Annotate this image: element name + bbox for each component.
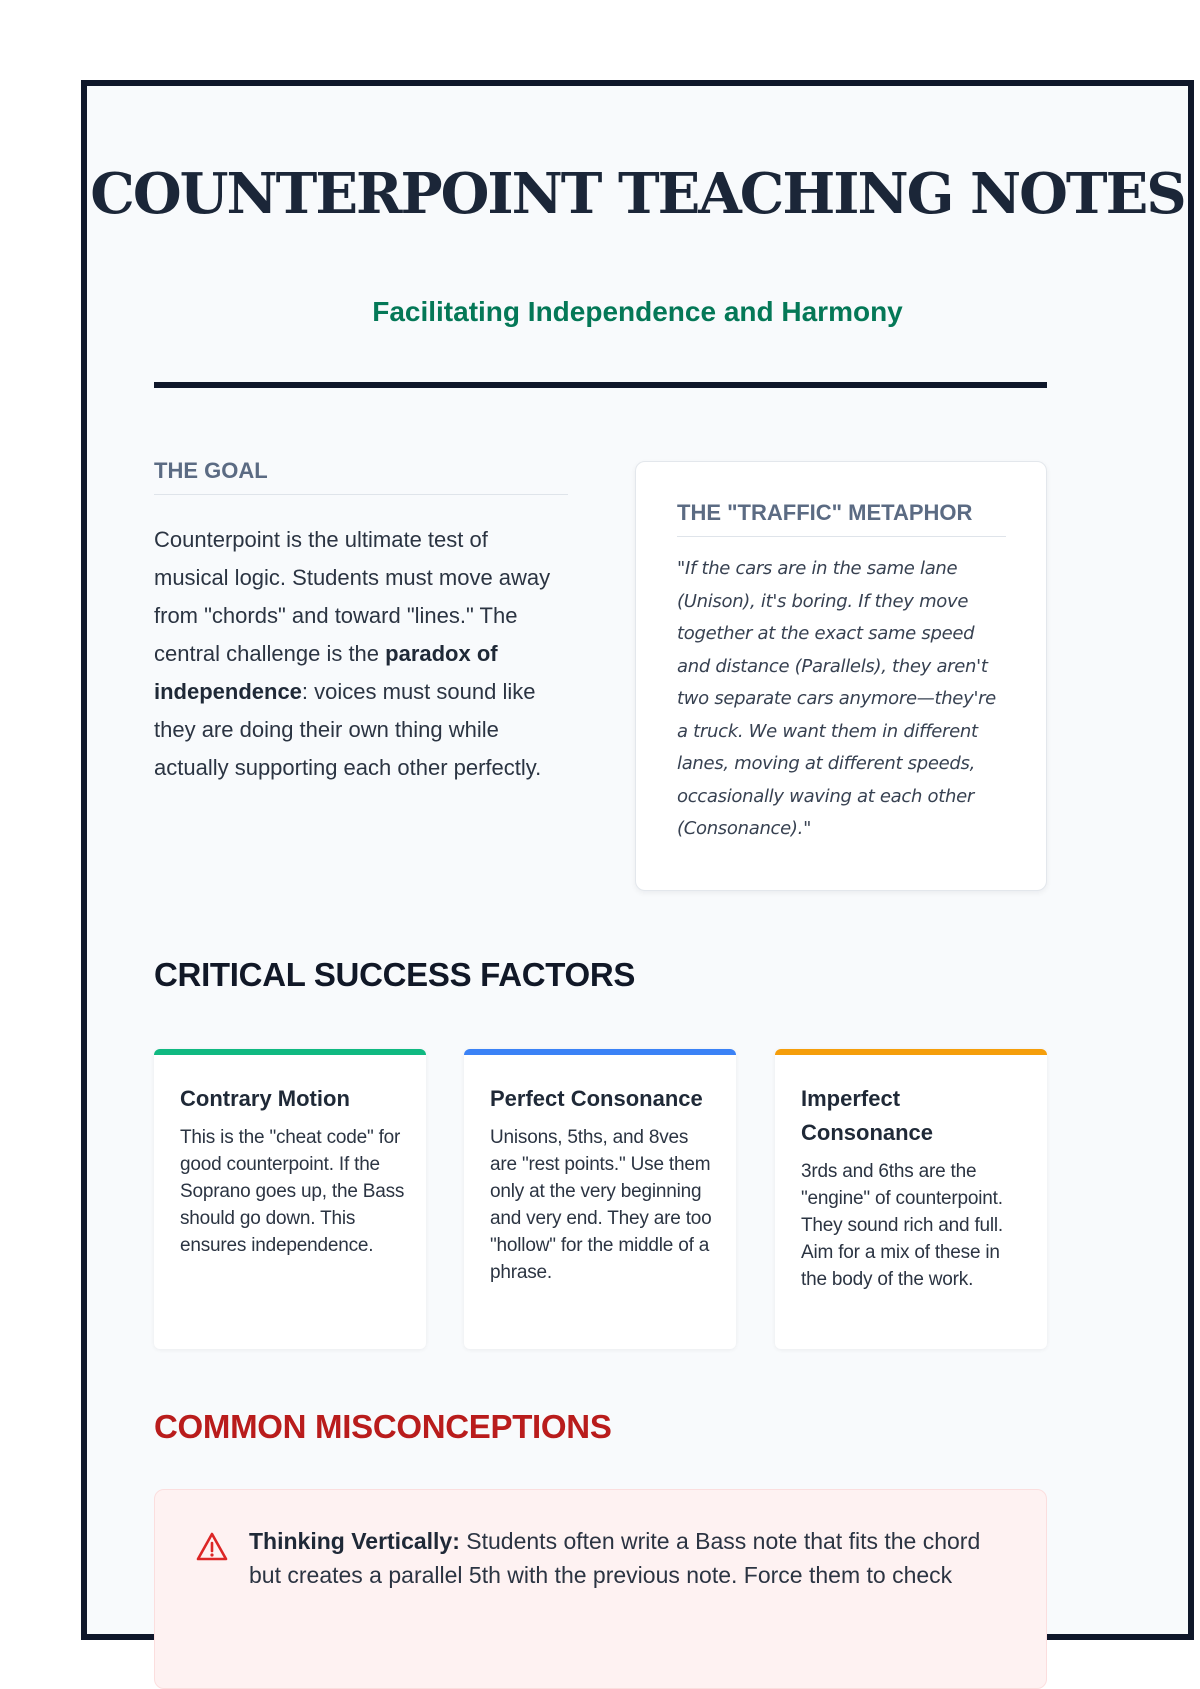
goal-text-intro: Counterpoint is the ultimate test of musical logic. Students must move away from "chords" and toward "lines." The central challenge is the	[154, 527, 551, 666]
factor-title: Contrary Motion	[180, 1086, 350, 1111]
misconception-label: Thinking Vertically:	[249, 1528, 460, 1554]
page-subtitle: Facilitating Independence and Harmony	[372, 296, 903, 327]
page-title: COUNTERPOINT TEACHING NOTES	[90, 161, 1185, 227]
factor-card-imperfect-consonance	[775, 1049, 1047, 1349]
factor-text: Unisons, 5ths, and 8ves are "rest points." Use them only at the very beginning and very end. They are too "hollow" for the middle of a phrase.	[490, 1127, 712, 1283]
traffic-metaphor-card	[635, 461, 1047, 891]
teaching-notes-page	[81, 80, 1194, 1640]
factor-title: Perfect Consonance	[490, 1086, 703, 1111]
factor-text: 3rds and 6ths are the "engine" of counterpoint. They sound rich and full. Aim for a mix of these in the body of the work.	[801, 1161, 1004, 1290]
factor-title: Imperfect Consonance	[801, 1086, 934, 1145]
success-factors-heading: CRITICAL SUCCESS FACTORS	[154, 956, 636, 993]
factor-card-perfect-consonance	[464, 1049, 736, 1349]
factor-text: This is the "cheat code" for good counterpoint. If the Soprano goes up, the Bass should go down. This ensures independence.	[180, 1127, 405, 1256]
goal-text-rest: : voices must sound like they are doing their own thing while actually supporting each other perfectly.	[154, 679, 542, 780]
goal-text	[154, 521, 568, 787]
goal-text-emphasis: paradox of independence	[154, 641, 498, 704]
misconceptions-heading: COMMON MISCONCEPTIONS	[154, 1408, 612, 1445]
misconception-text	[249, 1524, 1006, 1592]
goal-heading: THE GOAL	[154, 458, 568, 495]
metaphor-heading: THE "TRAFFIC" METAPHOR	[677, 500, 1006, 537]
goal-section	[154, 458, 568, 787]
misconception-body: Students often write a Bass note that fits the chord but creates a parallel 5th with the previous note. Force them to check	[249, 1528, 981, 1588]
warning-icon	[196, 1532, 228, 1562]
header-divider	[154, 382, 1047, 388]
metaphor-quote: "If the cars are in the same lane (Unison), it's boring. If they move together at the exact same speed and distance (Parallels), they aren't two separate cars anymore—they're a truck. We want them in different lanes, moving at different speeds, occasionally waving at each other (Consonance)."	[677, 558, 996, 839]
factor-card-contrary-motion	[154, 1049, 426, 1349]
misconception-item	[154, 1489, 1047, 1689]
success-factors-grid	[154, 1049, 1047, 1349]
